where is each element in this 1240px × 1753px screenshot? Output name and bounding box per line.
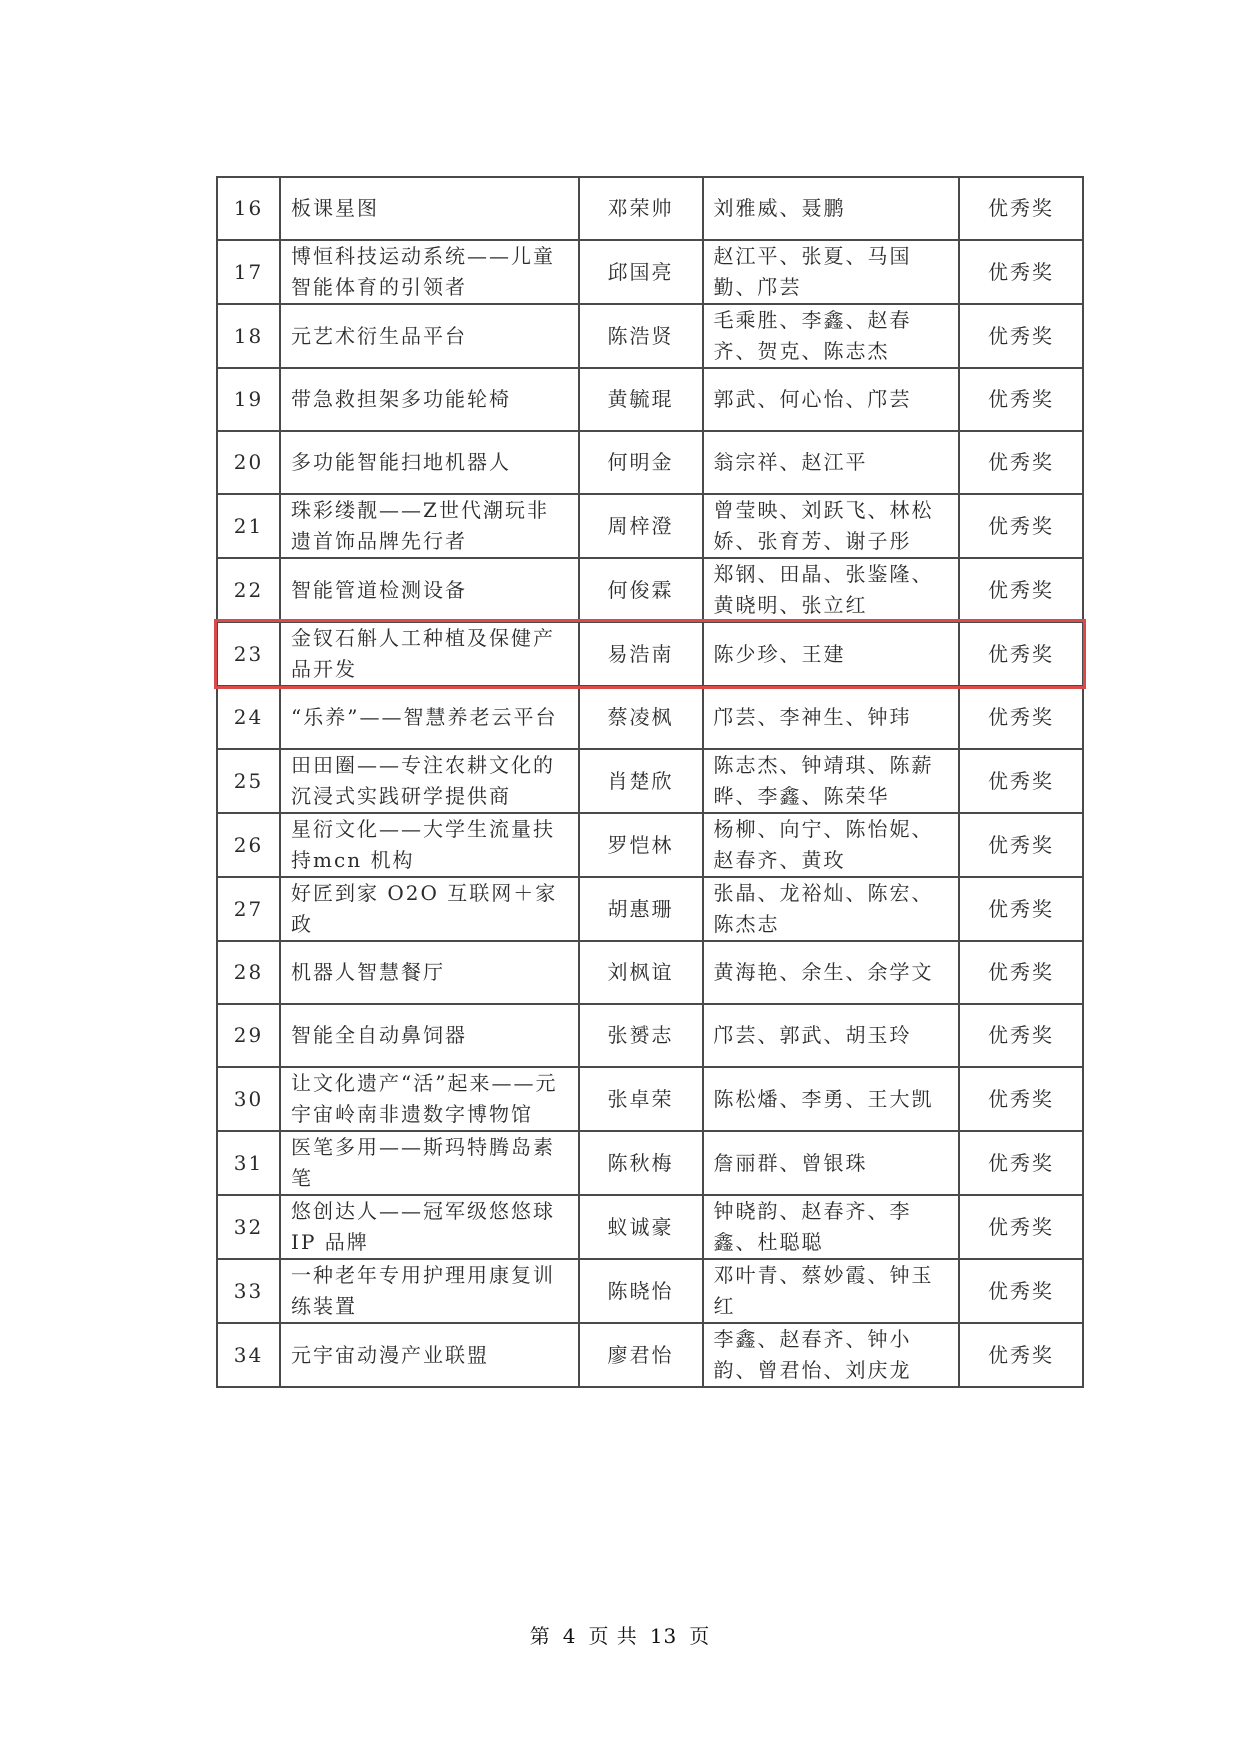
mentor-name: 何明金 (579, 431, 703, 494)
row-number: 21 (217, 494, 280, 558)
team-members: 钟晓韵、赵春齐、李鑫、杜聪聪 (703, 1195, 959, 1259)
row-number: 31 (217, 1131, 280, 1195)
award-level: 优秀奖 (959, 941, 1083, 1004)
project-name: 一种老年专用护理用康复训练装置 (280, 1259, 578, 1323)
team-members: 张晶、龙裕灿、陈宏、陈杰志 (703, 877, 959, 941)
mentor-name: 陈秋梅 (579, 1131, 703, 1195)
page-footer (0, 1620, 1240, 1649)
team-members: 郑钢、田晶、张鉴隆、黄晓明、张立红 (703, 558, 959, 622)
table-row (217, 686, 1083, 749)
award-level: 优秀奖 (959, 813, 1083, 877)
award-level: 优秀奖 (959, 1004, 1083, 1067)
mentor-name: 罗恺林 (579, 813, 703, 877)
mentor-name: 周梓澄 (579, 494, 703, 558)
award-level: 优秀奖 (959, 558, 1083, 622)
table-row (217, 941, 1083, 1004)
row-number: 28 (217, 941, 280, 1004)
total-pages: 13 (649, 1624, 678, 1648)
project-name: 带急救担架多功能轮椅 (280, 368, 578, 431)
mentor-name: 肖楚欣 (579, 749, 703, 813)
project-name: 医笔多用——斯玛特腾岛素笔 (280, 1131, 578, 1195)
table-row (217, 494, 1083, 558)
table-row (217, 304, 1083, 368)
table-row (217, 368, 1083, 431)
mentor-name: 邱国亮 (579, 240, 703, 304)
mentor-name: 易浩南 (579, 622, 703, 686)
project-name: 元宇宙动漫产业联盟 (280, 1323, 578, 1387)
award-table (216, 176, 1084, 1388)
row-number: 20 (217, 431, 280, 494)
mentor-name: 蚁诚豪 (579, 1195, 703, 1259)
project-name: 让文化遗产“活”起来——元宇宙岭南非遗数字博物馆 (280, 1067, 578, 1131)
table-row (217, 1067, 1083, 1131)
page-suffix: 页 (689, 1624, 711, 1648)
row-number: 34 (217, 1323, 280, 1387)
table-row (217, 240, 1083, 304)
team-members: 陈志杰、钟靖琪、陈薪晔、李鑫、陈荣华 (703, 749, 959, 813)
table-row (217, 1195, 1083, 1259)
table-row (217, 1323, 1083, 1387)
team-members: 李鑫、赵春齐、钟小韵、曾君怡、刘庆龙 (703, 1323, 959, 1387)
award-level: 优秀奖 (959, 494, 1083, 558)
mentor-name: 廖君怡 (579, 1323, 703, 1387)
team-members: 黄海艳、余生、余学文 (703, 941, 959, 1004)
team-members: 赵江平、张夏、马国勤、邝芸 (703, 240, 959, 304)
mentor-name: 张卓荣 (579, 1067, 703, 1131)
mentor-name: 刘枫谊 (579, 941, 703, 1004)
award-level: 优秀奖 (959, 1323, 1083, 1387)
team-members: 詹丽群、曾银珠 (703, 1131, 959, 1195)
team-members: 刘雅威、聂鹏 (703, 177, 959, 240)
table-row (217, 813, 1083, 877)
project-name: 珠彩缕靓——Z世代潮玩非遗首饰品牌先行者 (280, 494, 578, 558)
team-members: 毛乘胜、李鑫、赵春齐、贺克、陈志杰 (703, 304, 959, 368)
award-level: 优秀奖 (959, 686, 1083, 749)
table-row (217, 749, 1083, 813)
project-name: 机器人智慧餐厅 (280, 941, 578, 1004)
mentor-name: 何俊霖 (579, 558, 703, 622)
table-row (217, 1259, 1083, 1323)
team-members: 陈松燔、李勇、王大凯 (703, 1067, 959, 1131)
current-page: 4 (562, 1624, 577, 1648)
team-members: 邝芸、李神生、钟玮 (703, 686, 959, 749)
table-row (217, 431, 1083, 494)
row-number: 25 (217, 749, 280, 813)
award-level: 优秀奖 (959, 304, 1083, 368)
row-number: 19 (217, 368, 280, 431)
team-members: 陈少珍、王建 (703, 622, 959, 686)
project-name: 板课星图 (280, 177, 578, 240)
mentor-name: 陈晓怡 (579, 1259, 703, 1323)
row-number: 29 (217, 1004, 280, 1067)
row-number: 18 (217, 304, 280, 368)
mentor-name: 陈浩贤 (579, 304, 703, 368)
award-level: 优秀奖 (959, 1131, 1083, 1195)
project-name: 智能管道检测设备 (280, 558, 578, 622)
row-number: 26 (217, 813, 280, 877)
award-level: 优秀奖 (959, 877, 1083, 941)
team-members: 郭武、何心怡、邝芸 (703, 368, 959, 431)
table-row (217, 558, 1083, 622)
row-number: 33 (217, 1259, 280, 1323)
table-row (217, 1131, 1083, 1195)
award-level: 优秀奖 (959, 749, 1083, 813)
row-number: 24 (217, 686, 280, 749)
row-number: 30 (217, 1067, 280, 1131)
project-name: 星衍文化——大学生流量扶持mcn 机构 (280, 813, 578, 877)
mentor-name: 蔡凌枫 (579, 686, 703, 749)
project-name: 多功能智能扫地机器人 (280, 431, 578, 494)
row-number: 32 (217, 1195, 280, 1259)
mentor-name: 张赟志 (579, 1004, 703, 1067)
mentor-name: 胡惠珊 (579, 877, 703, 941)
award-level: 优秀奖 (959, 1195, 1083, 1259)
row-number: 22 (217, 558, 280, 622)
award-level: 优秀奖 (959, 431, 1083, 494)
table-row (217, 877, 1083, 941)
team-members: 邓叶青、蔡妙霞、钟玉红 (703, 1259, 959, 1323)
award-table-body (217, 177, 1083, 1387)
row-number: 23 (217, 622, 280, 686)
table-row (217, 622, 1083, 686)
project-name: 博恒科技运动系统——儿童智能体育的引领者 (280, 240, 578, 304)
team-members: 翁宗祥、赵江平 (703, 431, 959, 494)
project-name: 元艺术衍生品平台 (280, 304, 578, 368)
project-name: 田田圈——专注农耕文化的沉浸式实践研学提供商 (280, 749, 578, 813)
project-name: 悠创达人——冠军级悠悠球IP 品牌 (280, 1195, 578, 1259)
project-name: 金钗石斛人工种植及保健产品开发 (280, 622, 578, 686)
table-row (217, 177, 1083, 240)
page-prefix: 第 (529, 1624, 551, 1648)
row-number: 27 (217, 877, 280, 941)
award-level: 优秀奖 (959, 1067, 1083, 1131)
mentor-name: 黄毓琨 (579, 368, 703, 431)
project-name: 好匠到家 O2O 互联网＋家政 (280, 877, 578, 941)
table-row (217, 1004, 1083, 1067)
team-members: 邝芸、郭武、胡玉玲 (703, 1004, 959, 1067)
award-level: 优秀奖 (959, 1259, 1083, 1323)
project-name: 智能全自动鼻饲器 (280, 1004, 578, 1067)
award-level: 优秀奖 (959, 240, 1083, 304)
award-level: 优秀奖 (959, 622, 1083, 686)
mentor-name: 邓荣帅 (579, 177, 703, 240)
row-number: 16 (217, 177, 280, 240)
team-members: 曾莹映、刘跃飞、林松娇、张育芳、谢子彤 (703, 494, 959, 558)
page-mid: 页 共 (588, 1624, 638, 1648)
award-level: 优秀奖 (959, 177, 1083, 240)
project-name: “乐养”——智慧养老云平台 (280, 686, 578, 749)
row-number: 17 (217, 240, 280, 304)
team-members: 杨柳、向宁、陈怡妮、赵春齐、黄玫 (703, 813, 959, 877)
award-level: 优秀奖 (959, 368, 1083, 431)
